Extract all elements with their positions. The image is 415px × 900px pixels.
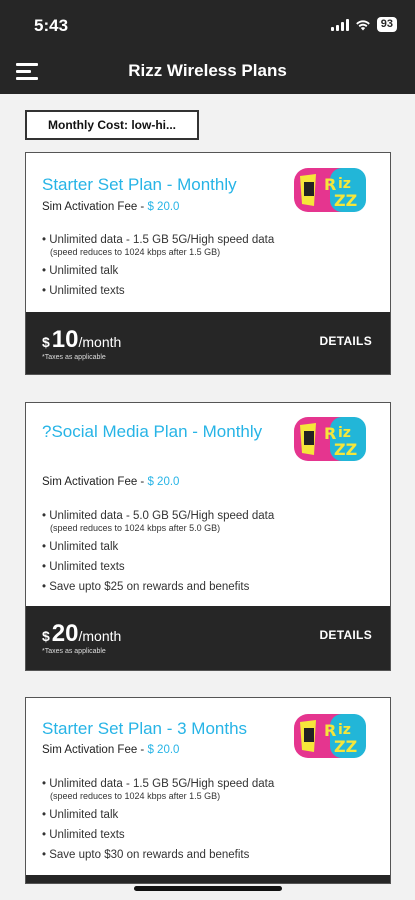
plan-price: $ 20 /month xyxy=(42,620,122,647)
fee-amount: $ 20.0 xyxy=(147,744,180,756)
plan-activation-fee xyxy=(42,476,179,488)
plan-card xyxy=(25,697,391,884)
cellular-signal-icon xyxy=(331,19,349,31)
svg-text:R: R xyxy=(324,175,337,194)
svg-text:ZZ: ZZ xyxy=(334,191,358,210)
status-time: 5:43 xyxy=(34,16,69,35)
plan-card xyxy=(25,402,391,671)
taxes-note: *Taxes as applicable xyxy=(42,354,106,361)
plan-price: $ 10 /month xyxy=(42,326,122,353)
rizz-logo-icon xyxy=(294,417,366,461)
fee-label: Sim Activation Fee - xyxy=(42,744,148,756)
feature-item: • Save upto $25 on rewards and benefits xyxy=(42,581,250,593)
wifi-icon xyxy=(355,19,371,31)
plan-footer xyxy=(26,606,390,670)
status-icons xyxy=(331,17,397,32)
plan-features xyxy=(42,777,274,868)
plan-features xyxy=(42,233,274,304)
plan-activation-fee xyxy=(42,744,179,756)
plan-activation-fee xyxy=(42,201,179,213)
svg-text:R: R xyxy=(324,721,337,740)
svg-text:ZZ: ZZ xyxy=(334,440,358,459)
feature-item: • Unlimited data - 5.0 GB 5G/High speed data (speed reduces to 1024 kbps after 5.0 GB) xyxy=(42,510,275,533)
feature-item: • Unlimited texts xyxy=(42,561,125,573)
rizz-logo-icon xyxy=(294,168,366,212)
sort-dropdown[interactable]: Monthly Cost: low-hi... xyxy=(25,110,199,140)
svg-text:iz: iz xyxy=(338,425,351,441)
feature-item: • Unlimited talk xyxy=(42,809,119,821)
plan-title: Starter Set Plan - 3 Months xyxy=(42,719,248,738)
plan-footer xyxy=(26,312,390,374)
details-button[interactable]: DETAILS xyxy=(319,334,372,348)
feature-item: • Save upto $30 on rewards and benefits xyxy=(42,849,250,861)
app-header xyxy=(0,50,415,94)
svg-text:ZZ: ZZ xyxy=(334,737,358,756)
fee-amount: $ 20.0 xyxy=(147,201,180,213)
feature-item: • Unlimited texts xyxy=(42,829,125,841)
status-bar xyxy=(0,0,415,50)
plan-card xyxy=(25,152,391,375)
details-button[interactable]: DETAILS xyxy=(319,628,372,642)
feature-item: • Unlimited data - 1.5 GB 5G/High speed data (speed reduces to 1024 kbps after 1.5 GB) xyxy=(42,234,275,257)
taxes-note: *Taxes as applicable xyxy=(42,648,106,655)
svg-text:iz: iz xyxy=(338,176,351,192)
plan-title: Starter Set Plan - Monthly xyxy=(42,175,237,194)
feature-item: • Unlimited talk xyxy=(42,541,119,553)
feature-item: • Unlimited texts xyxy=(42,285,125,297)
plan-features xyxy=(42,509,274,600)
fee-label: Sim Activation Fee - xyxy=(42,476,148,488)
feature-item: • Unlimited talk xyxy=(42,265,119,277)
page-title: Rizz Wireless Plans xyxy=(128,61,287,80)
plan-footer xyxy=(26,875,390,883)
rizz-logo-icon xyxy=(294,714,366,758)
fee-amount: $ 20.0 xyxy=(147,476,180,488)
plan-title: ?Social Media Plan - Monthly xyxy=(42,422,263,441)
svg-text:iz: iz xyxy=(338,722,351,738)
feature-item: • Unlimited data - 1.5 GB 5G/High speed data (speed reduces to 1024 kbps after 1.5 GB) xyxy=(42,778,275,801)
battery-icon: 93 xyxy=(377,17,397,32)
fee-label: Sim Activation Fee - xyxy=(42,201,148,213)
svg-text:R: R xyxy=(324,424,337,443)
home-indicator xyxy=(134,886,282,891)
